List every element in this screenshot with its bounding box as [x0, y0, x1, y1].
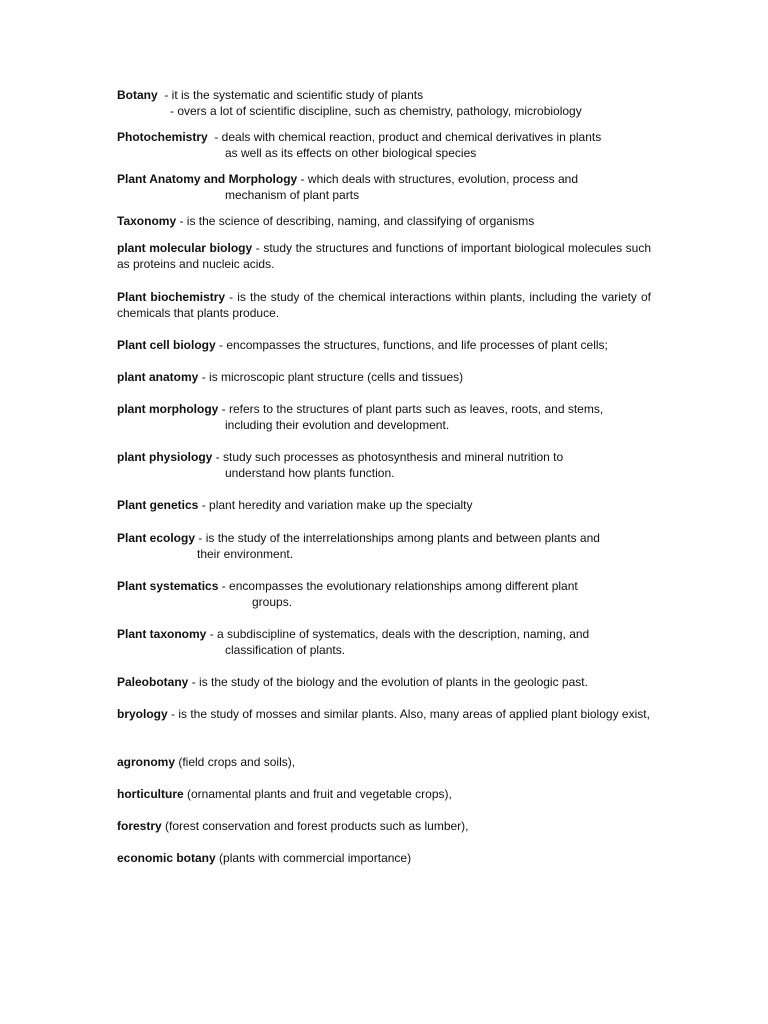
term-plant-ecology: Plant ecology	[117, 531, 196, 545]
definition-anatomy-morphology-line-2: mechanism of plant parts	[225, 188, 360, 202]
definition-plant-genetics: - plant heredity and variation make up the specialty	[198, 498, 473, 512]
definition-plant-systematics-line-2: groups.	[252, 595, 293, 609]
term-plant-morphology: plant morphology	[117, 402, 219, 416]
entry-cell-biology	[117, 337, 651, 353]
term-biochemistry: Plant biochemistry	[117, 290, 226, 304]
entry-plant-systematics	[117, 578, 651, 610]
term-paleobotany: Paleobotany	[117, 675, 189, 689]
term-plant-systematics: Plant systematics	[117, 579, 219, 593]
term-botany: Botany	[117, 88, 158, 102]
definition-biochemistry: - is the study of the chemical interactions within plants, including the variety of chemicals that plants produce.	[117, 290, 651, 320]
entry-plant-ecology	[117, 530, 651, 562]
definition-plant-morphology-line-2: including their evolution and development.	[225, 418, 450, 432]
entry-plant-anatomy-line	[117, 369, 651, 385]
entry-photochemistry-line-1	[117, 129, 651, 145]
entry-plant-ecology-line-1	[117, 530, 651, 546]
entry-forestry-line	[117, 818, 651, 834]
entry-molecular-biology	[117, 240, 651, 272]
entry-plant-morphology	[117, 401, 651, 433]
definition-plant-anatomy: - is microscopic plant structure (cells and tissues)	[198, 370, 464, 384]
definition-photochemistry-line-2: as well as its effects on other biological species	[225, 146, 477, 160]
term-plant-anatomy: plant anatomy	[117, 370, 199, 384]
term-molecular-biology: plant molecular biology	[117, 241, 253, 255]
entry-plant-taxonomy-line-1	[117, 626, 651, 642]
definition-anatomy-morphology-line-1: - which deals with structures, evolution, process and	[297, 172, 579, 186]
entry-plant-systematics-line-1	[117, 578, 651, 594]
term-cell-biology: Plant cell biology	[117, 338, 216, 352]
entry-bryology	[117, 706, 651, 722]
entry-horticulture	[117, 786, 651, 802]
entry-cell-biology-line	[117, 337, 651, 353]
entry-taxonomy-line	[117, 213, 651, 229]
definition-botany-line-2: - overs a lot of scientific discipline, such as chemistry, pathology, microbiology	[170, 104, 582, 118]
entry-plant-genetics-line	[117, 497, 651, 513]
entry-plant-genetics	[117, 497, 651, 513]
term-taxonomy: Taxonomy	[117, 214, 177, 228]
entry-anatomy-morphology-line-1	[117, 171, 651, 187]
entry-plant-physiology	[117, 449, 651, 481]
definition-forestry: (forest conservation and forest products such as lumber),	[161, 819, 469, 833]
definition-economic-botany: (plants with commercial importance)	[215, 851, 412, 865]
term-agronomy: agronomy	[117, 755, 176, 769]
entry-plant-anatomy	[117, 369, 651, 385]
entry-plant-physiology-line-1	[117, 449, 651, 465]
entry-biochemistry	[117, 289, 651, 321]
entry-economic-botany	[117, 850, 651, 866]
term-economic-botany: economic botany	[117, 851, 216, 865]
entry-plant-morphology-line-1	[117, 401, 651, 417]
term-anatomy-morphology: Plant Anatomy and Morphology	[117, 172, 298, 186]
definition-taxonomy: - is the science of describing, naming, and classifying of organisms	[176, 214, 535, 228]
entry-photochemistry	[117, 129, 651, 161]
definition-plant-taxonomy-line-1: - a subdiscipline of systematics, deals with the description, naming, and	[206, 627, 590, 641]
entry-taxonomy	[117, 213, 651, 229]
definition-molecular-biology: - study the structures and functions of important biological molecules such as proteins and nucleic acids.	[117, 241, 652, 271]
entry-agronomy-line	[117, 754, 651, 770]
definition-horticulture: (ornamental plants and fruit and vegetable crops),	[183, 787, 452, 801]
definition-paleobotany: - is the study of the biology and the evolution of plants in the geologic past.	[188, 675, 588, 689]
term-photochemistry: Photochemistry	[117, 130, 208, 144]
definition-plant-physiology-line-2: understand how plants function.	[225, 466, 395, 480]
entry-botany-line-1	[117, 87, 651, 103]
entry-agronomy	[117, 754, 651, 770]
term-plant-physiology: plant physiology	[117, 450, 213, 464]
term-plant-taxonomy: Plant taxonomy	[117, 627, 207, 641]
term-plant-genetics: Plant genetics	[117, 498, 199, 512]
definition-plant-ecology-line-2: their environment.	[197, 547, 294, 561]
entry-botany	[117, 87, 651, 119]
entry-paleobotany-line	[117, 674, 651, 690]
definition-cell-biology: - encompasses the structures, functions, and life processes of plant cells;	[215, 338, 608, 352]
term-horticulture: horticulture	[117, 787, 184, 801]
definition-plant-systematics-line-1: - encompasses the evolutionary relationships among different plant	[218, 579, 578, 593]
entry-plant-taxonomy	[117, 626, 651, 658]
term-bryology: bryology	[117, 707, 168, 721]
definition-photochemistry-line-1: - deals with chemical reaction, product and chemical derivatives in plants	[207, 130, 602, 144]
term-forestry: forestry	[117, 819, 162, 833]
entry-anatomy-morphology	[117, 171, 651, 203]
definition-plant-taxonomy-line-2: classification of plants.	[225, 643, 346, 657]
entry-forestry	[117, 818, 651, 834]
definition-plant-morphology-line-1: - refers to the structures of plant parts such as leaves, roots, and stems,	[218, 402, 604, 416]
entry-paleobotany	[117, 674, 651, 690]
definition-plant-physiology-line-1: - study such processes as photosynthesis and mineral nutrition to	[212, 450, 564, 464]
entry-horticulture-line	[117, 786, 651, 802]
definition-bryology: - is the study of mosses and similar plants. Also, many areas of applied plant biology exist,	[167, 707, 650, 721]
definition-botany-line-1: - it is the systematic and scientific study of plants	[157, 88, 424, 102]
definition-plant-ecology-line-1: - is the study of the interrelationships among plants and between plants and	[195, 531, 600, 545]
definition-agronomy: (field crops and soils),	[175, 755, 296, 769]
entry-economic-botany-line	[117, 850, 651, 866]
